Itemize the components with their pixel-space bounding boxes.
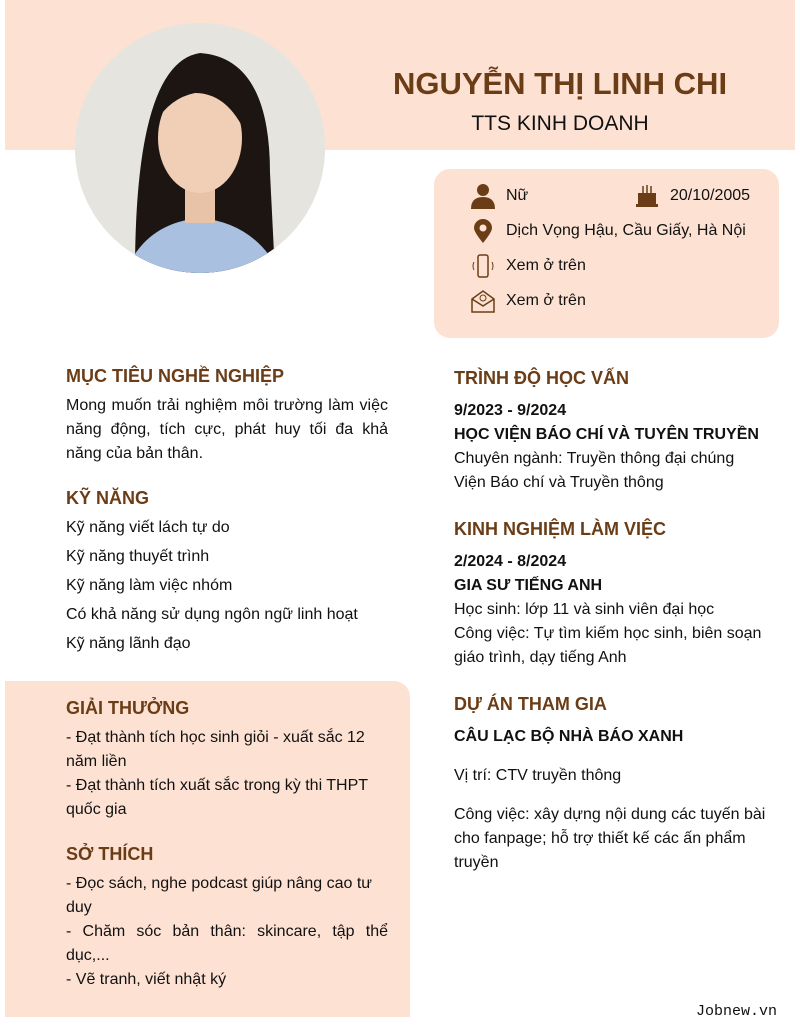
cake-icon [634, 183, 660, 209]
skill-item: Có khả năng sử dụng ngôn ngữ linh hoạt [66, 606, 358, 623]
email-row [470, 288, 586, 314]
skill-item: Kỹ năng lãnh đạo [66, 635, 191, 652]
phone-icon [470, 253, 496, 279]
experience-position: GIA SƯ TIẾNG ANH [454, 577, 603, 594]
education-period: 9/2023 - 9/2024 [454, 402, 567, 419]
brand-watermark: Jobnew.vn [695, 1003, 777, 1020]
projects-heading: DỰ ÁN THAM GIA [454, 694, 607, 714]
gender-row [470, 183, 528, 209]
project-name: CÂU LẠC BỘ NHÀ BÁO XANH [454, 728, 684, 745]
hobby-item: - Đọc sách, nghe podcast giúp nâng cao tư duy [66, 875, 373, 916]
skills-heading: KỸ NĂNG [66, 488, 150, 508]
objective-text: Mong muốn trải nghiệm môi trường làm việc năng động, tích cực, phát huy tối đa khả năng của bản thân. [66, 397, 388, 462]
email-value: Xem ở trên [506, 292, 586, 309]
phone-value: Xem ở trên [506, 257, 586, 274]
project-role: Vị trí: CTV truyền thông [454, 767, 622, 784]
hobby-item: - Chăm sóc bản thân: skincare, tập thể dục,... [66, 923, 388, 964]
email-icon [470, 288, 496, 314]
award-item: - Đạt thành tích xuất sắc trong kỳ thi THPT quốc gia [66, 777, 368, 818]
education-heading: TRÌNH ĐỘ HỌC VẤN [454, 368, 629, 388]
phone-row [470, 253, 586, 279]
awards-heading: GIẢI THƯỞNG [66, 698, 190, 718]
hobby-item: - Vẽ tranh, viết nhật ký [66, 971, 227, 988]
address-value: Dịch Vọng Hậu, Cầu Giấy, Hà Nội [506, 222, 746, 239]
candidate-name: NGUYỄN THỊ LINH CHI [392, 66, 728, 101]
experience-heading: KINH NGHIỆM LÀM VIỆC [454, 519, 667, 539]
location-pin-icon [470, 218, 496, 244]
project-duties: Công việc: xây dựng nội dung các tuyến bài cho fanpage; hỗ trợ thiết kế các ấn phẩm truyền [454, 806, 766, 871]
education-faculty: Viện Báo chí và Truyền thông [454, 474, 664, 491]
experience-students: Học sinh: lớp 11 và sinh viên đại học [454, 601, 715, 618]
profile-photo [75, 23, 325, 273]
hobbies-heading: SỞ THÍCH [66, 844, 154, 864]
person-icon [470, 183, 496, 209]
award-item: - Đạt thành tích học sinh giỏi - xuất sắc 12 năm liền [66, 729, 365, 770]
address-row [470, 218, 746, 244]
experience-duties: Công việc: Tự tìm kiếm học sinh, biên soạn giáo trình, dạy tiếng Anh [454, 625, 762, 666]
skill-item: Kỹ năng thuyết trình [66, 548, 210, 565]
contact-box [434, 169, 779, 338]
education-major: Chuyên ngành: Truyền thông đại chúng [454, 450, 735, 467]
gender-value: Nữ [506, 187, 529, 204]
objective-heading: MỤC TIÊU NGHỀ NGHIỆP [66, 366, 285, 386]
candidate-role: TTS KINH DOANH [471, 112, 649, 135]
skill-item: Kỹ năng viết lách tự do [66, 519, 230, 536]
birthday-value: 20/10/2005 [670, 187, 751, 204]
skill-item: Kỹ năng làm việc nhóm [66, 577, 233, 594]
experience-period: 2/2024 - 8/2024 [454, 553, 567, 570]
education-school: HỌC VIỆN BÁO CHÍ VÀ TUYÊN TRUYỀN [454, 426, 759, 443]
birthday-row [634, 183, 750, 209]
